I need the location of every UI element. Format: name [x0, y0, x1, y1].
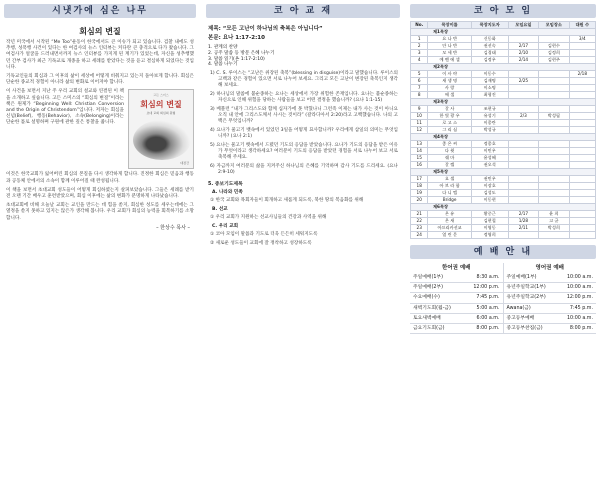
table-cell — [569, 148, 595, 155]
table-cell — [508, 106, 538, 113]
table-cell — [508, 141, 538, 148]
table-cell: 20 — [411, 197, 428, 204]
table-cell: 아프리카선교 — [428, 225, 471, 232]
table-cell: 1 — [411, 36, 428, 43]
table-cell: 온 새 — [428, 218, 471, 225]
table-row — [411, 218, 596, 225]
paragraph: 작년 미국에서 시작된 “Me Too”운동이 한국에서도 큰 이슈가 되고 있습니다. 검찰 내에도 성추행, 성폭행 사건이 있다는 한 여검사의 뉴스 인터뷰는 커다란 큰 충격으로 다가 왔습니다. 그 여검사가 얼굴을 드러내면서까지 뉴스 인터뷰를 가지게 된 계기가 있었는데, 자신을 성추행했던 간부 검사가 최근 기독교로 개종을 하고 세례를 받았다는 것을 듣고 결심하게 되었다는 것입니다. — [6, 40, 194, 70]
table-cell: 8 — [411, 92, 428, 99]
book-title: 회심의 변질 — [140, 100, 182, 110]
worship-schedule — [410, 263, 596, 334]
book-author-top: 고든 스미스 — [153, 93, 169, 98]
table-cell — [539, 148, 569, 155]
worship-time: 12:00 p.m. — [566, 295, 593, 301]
table-cell: 온 유 — [428, 211, 471, 218]
table-cell: 11 — [411, 120, 428, 127]
prayer-item: ① 우리 교회가 지원하는 선교사님들의 건강과 사역을 위해 — [210, 215, 327, 221]
outline-item: 4. 말씀 나누기 — [208, 62, 238, 68]
table-cell: 이소명 — [471, 85, 508, 92]
table-cell: 모 세 반 — [428, 50, 471, 57]
table-cell: 2/3 — [508, 113, 538, 120]
worship-name: 유년주일학교(2부) — [506, 295, 546, 301]
table-cell: 그 리 심 — [428, 127, 471, 134]
group-heading-row — [411, 29, 596, 36]
table-cell: 박성규 — [471, 127, 508, 134]
table-cell — [569, 43, 595, 50]
table-cell: 김경태 — [471, 50, 508, 57]
section-header: 코 아 교 재 — [206, 4, 400, 18]
table-row — [411, 36, 596, 43]
group-heading-row — [411, 169, 596, 176]
table-cell — [508, 176, 538, 183]
table-cell — [569, 155, 595, 162]
table-cell: 10 — [411, 113, 428, 120]
table-cell: 15 — [411, 155, 428, 162]
worship-name: 중고등부찬집(금) — [506, 325, 543, 331]
worship-row — [410, 293, 503, 303]
paragraph: 이 책을 보면서 초대교회 성도들이 어떻게 회심하였는지 살펴보았습니다. 그들은 세례를 받기 전 오랜 기간 배우고 훈련받았으며, 회심 이후에는 삶의 변화가 분명하게 나타났습니다. — [6, 187, 194, 200]
table-cell — [508, 190, 538, 197]
table-cell — [569, 127, 595, 134]
worship-time: 12:00 p.m. — [473, 285, 500, 291]
table-cell: 이동현 — [471, 197, 508, 204]
table-cell — [539, 197, 569, 204]
group-heading-row — [411, 64, 596, 71]
table-cell — [569, 211, 595, 218]
table-row — [411, 190, 596, 197]
sermon-passage: 본문: 요나 1:17-2:10 — [208, 35, 265, 41]
table-cell — [539, 183, 569, 190]
column-header: 목장이름 — [428, 22, 471, 29]
table-row — [411, 57, 596, 64]
table-row — [411, 183, 596, 190]
group-heading-row — [411, 99, 596, 106]
outline-list — [202, 45, 404, 68]
worship-time: 8:00 p.m. — [476, 325, 500, 331]
table-cell: 갈 렙 — [428, 162, 471, 169]
table-cell — [569, 57, 595, 64]
group-name: 제5목장 — [411, 169, 596, 176]
column-header: 목장지도자 — [471, 22, 508, 29]
table-cell: 유성기 — [471, 113, 508, 120]
table-cell: 이영동 — [471, 225, 508, 232]
table-cell: 박성필 — [539, 113, 569, 120]
worship-name: 토요새벽예배 — [413, 315, 441, 321]
paragraph: 초대교회에 비해 오늘날 교회는 교인을 만드는 데 힘을 쏟지, 회심한 성도를 세우는데에는 그 열정을 쏟지 못하고 있지는 않은가 생각해 봅니다. 우리 교회가 회심의 능력을 회복하기를 소망합니다. — [6, 203, 194, 221]
cover-art — [133, 120, 191, 160]
table-row — [411, 106, 596, 113]
table-cell: 23 — [411, 225, 428, 232]
table-cell — [539, 106, 569, 113]
table-cell — [569, 183, 595, 190]
prayer-item: ① 한국 교회와 목회자들이 회개하고 새롭게 되도록, 북한 땅의 복음화를 위해 — [210, 198, 364, 204]
table-cell — [539, 162, 569, 169]
table-cell: 윤성혜 — [471, 155, 508, 162]
outline-item: 3. 말씀 읽기(욘 1:17-2:10) — [208, 56, 265, 62]
column-header: 모임요일 — [508, 22, 538, 29]
table-header-row — [411, 22, 596, 29]
table-row — [411, 155, 596, 162]
table-cell: 권선숙 — [471, 43, 508, 50]
table-cell — [508, 71, 538, 78]
discussion-point: 2) 하나님의 말씀에 불순종하는 요나는 세상에서 가장 위험한 존재입니다. 요나는 불순종하는 자신으로 인해 위험을 당하는 사람들을 보고 어떤 결정을 했습니까? (요나 1:1-15) — [210, 92, 398, 104]
table-row — [411, 92, 596, 99]
table-cell — [569, 106, 595, 113]
table-cell: 2/25 — [508, 78, 538, 85]
table-cell: 16 — [411, 162, 428, 169]
table-cell: 김성도 — [471, 190, 508, 197]
table-row — [411, 85, 596, 92]
table-cell: 이 사 야 — [428, 71, 471, 78]
paragraph: 이것은 한국교회가 잃어버린 회심의 본질을 다시 생각하게 합니다. 진정한 회심은 믿음과 행동과 공동체 안에서의 소속이 함께 이루어질 때 완성됩니다. — [6, 172, 194, 184]
table-cell — [569, 113, 595, 120]
book-subtitle: 초대 교회 회심의 원형 — [146, 111, 176, 116]
worship-row — [504, 283, 597, 293]
column-header: 모임장소 — [539, 22, 569, 29]
worship-row — [504, 273, 597, 283]
prayer-subheading: B. 선교 — [212, 207, 228, 213]
table-cell: 열 린 문 — [428, 232, 471, 239]
table-cell: 김정희 — [539, 50, 569, 57]
table-cell: 로 고 스 — [428, 120, 471, 127]
table-cell — [508, 36, 538, 43]
worship-row — [504, 324, 597, 334]
table-cell — [508, 92, 538, 99]
group-name: 제4목장 — [411, 134, 596, 141]
table-cell — [539, 78, 569, 85]
table-cell: 21 — [411, 211, 428, 218]
english-worship-title: 영어권 예배 — [535, 265, 564, 271]
table-row — [411, 211, 596, 218]
table-row — [411, 148, 596, 155]
table-cell — [539, 141, 569, 148]
table-cell: 권오석 — [471, 162, 508, 169]
table-cell — [539, 176, 569, 183]
table-cell: 5 — [411, 71, 428, 78]
table-row — [411, 141, 596, 148]
discussion-point: 4) 요나가 물고기 뱃속에서 있었던 3일을 어떻게 묘사합니까? 우리에게 삼일의 의미는 무엇입니까? (요나 2:1) — [210, 128, 398, 140]
worship-row — [504, 293, 597, 303]
table-row — [411, 71, 596, 78]
table-cell: 이장호 — [471, 183, 508, 190]
table-cell: 김재명 — [471, 78, 508, 85]
table-cell: 2/11 — [508, 225, 538, 232]
table-cell: 쉐 마 — [428, 155, 471, 162]
worship-name: 주일예배(1부) — [506, 275, 537, 280]
group-heading-row — [411, 204, 596, 211]
group-name: 제3목장 — [411, 99, 596, 106]
table-cell: 3/4 — [569, 36, 595, 43]
table-cell: 이동수 — [471, 71, 508, 78]
outline-item: 1. 관계의 찬양 — [208, 45, 238, 50]
table-cell — [539, 85, 569, 92]
table-cell — [508, 155, 538, 162]
table-cell: 24 — [411, 232, 428, 239]
section-header: 시냇가에 심은 나무 — [4, 4, 196, 18]
worship-row — [410, 304, 503, 314]
table-row — [411, 176, 596, 183]
table-cell — [539, 92, 569, 99]
table-cell — [539, 190, 569, 197]
table-cell: 정영희 — [471, 232, 508, 239]
table-cell: 요 셉 — [428, 176, 471, 183]
group-name: 제6목장 — [411, 204, 596, 211]
table-cell: 갈 사 — [428, 106, 471, 113]
worship-time: 6:00 a.m. — [476, 315, 500, 321]
group-heading-row — [411, 134, 596, 141]
outline-item: 2. 공주 말씀 등 방문 은혜 나누기 — [208, 50, 275, 56]
groups-table-body — [411, 29, 596, 239]
sermon-subject: 제목: “모든 고난이 하나님의 축복은 아닙니다” — [208, 26, 323, 32]
worship-time: 10:00 a.m. — [566, 285, 593, 291]
table-row — [411, 78, 596, 85]
section-header: 코 아 모 임 — [410, 4, 596, 18]
column-pastor-letter — [0, 0, 200, 480]
table-cell: 김현수 — [539, 43, 569, 50]
table-cell: 2/18 — [569, 71, 595, 78]
table-cell: 13 — [411, 141, 428, 148]
table-cell: 황중근 — [471, 211, 508, 218]
paragraph: 기독교인들의 회심과 그 이후의 삶이 세상에 어떻게 비춰지고 있는지 돌아보게 합니다. 회심은 단순한 종교적 경험이 아니라 삶의 변화로 이어져야 합니다. — [6, 74, 194, 86]
table-cell — [508, 127, 538, 134]
table-cell: 새 생 명 — [428, 78, 471, 85]
prayer-item: ② 새로운 성도들이 교회에 잘 정착하고 성장하도록 — [210, 241, 312, 247]
table-cell — [569, 120, 595, 127]
table-cell — [569, 225, 595, 232]
book-section — [0, 89, 200, 169]
table-cell — [539, 120, 569, 127]
table-cell — [539, 155, 569, 162]
table-cell — [539, 36, 569, 43]
table-cell: 17 — [411, 176, 428, 183]
groups-table — [410, 21, 596, 239]
column-study-material — [202, 0, 404, 480]
table-cell: 이민우 — [471, 148, 508, 155]
table-cell: 예 벤 에 셀 — [428, 57, 471, 64]
table-cell — [569, 141, 595, 148]
worship-time: 8:30 a.m. — [476, 275, 500, 280]
table-row — [411, 225, 596, 232]
english-worship-column — [503, 263, 597, 334]
table-cell — [508, 85, 538, 92]
group-name: 제1목장 — [411, 29, 596, 36]
table-cell: 최형진 — [471, 92, 508, 99]
table-cell — [508, 232, 538, 239]
worship-time: 5:00 a.m. — [476, 305, 500, 311]
table-cell: 22 — [411, 218, 428, 225]
worship-row — [410, 273, 503, 283]
table-cell: 요 나 반 — [428, 36, 471, 43]
column-header: No. — [411, 22, 428, 29]
table-row — [411, 113, 596, 120]
table-cell: 3 — [411, 50, 428, 57]
worship-name: 금요기도회(금) — [413, 325, 445, 331]
table-cell: 김현주 — [539, 57, 569, 64]
table-cell — [539, 71, 569, 78]
table-cell: 안 나 반 — [428, 43, 471, 50]
table-cell — [508, 148, 538, 155]
worship-time: 10:00 a.m. — [566, 275, 593, 280]
author-signature: – 한상수 목사 – — [156, 224, 190, 231]
book-cover-image — [128, 89, 194, 169]
worship-time: 7:45 p.m. — [476, 295, 500, 301]
column-header: 대원 수 — [569, 22, 595, 29]
korean-worship-title: 한어권 예배 — [442, 265, 471, 271]
table-cell: 1/28 — [508, 218, 538, 225]
table-row — [411, 50, 596, 57]
table-cell: 7 — [411, 85, 428, 92]
table-row — [411, 127, 596, 134]
table-cell: 2 — [411, 43, 428, 50]
table-cell: 9 — [411, 106, 428, 113]
table-cell: Bridge — [428, 197, 471, 204]
table-cell — [569, 190, 595, 197]
table-cell: 4 — [411, 57, 428, 64]
table-cell — [508, 162, 538, 169]
table-cell — [539, 232, 569, 239]
table-row — [411, 120, 596, 127]
table-cell: 이종란 — [471, 120, 508, 127]
table-cell — [569, 85, 595, 92]
worship-time: 8:00 p.m. — [569, 325, 593, 331]
table-cell — [569, 176, 595, 183]
table-cell: 6 — [411, 78, 428, 85]
table-cell — [539, 127, 569, 134]
table-cell — [508, 120, 538, 127]
table-row — [411, 197, 596, 204]
discussion-point: 5) 요나는 물고기 뱃속에서 드렸던 기도의 응답을 받았습니다. 요나가 기도의 응답을 받은 이유가 무엇이라고 생각하세요? 여러분이 기도의 응답을 받았던 경험을 서로 나누어 보고 서로 축복해 주세요. — [210, 143, 398, 161]
table-cell: 권민우 — [471, 176, 508, 183]
table-cell: 고 균 — [539, 218, 569, 225]
table-cell: 한 빛 광 우 — [428, 113, 471, 120]
table-row — [411, 232, 596, 239]
column-groups-worship — [406, 0, 600, 480]
article-title: 회심의 변질 — [79, 27, 121, 36]
table-cell: 2/10 — [508, 50, 538, 57]
table-cell — [569, 92, 595, 99]
discussion-point: 3) 베블런 “내가 그리스도와 함께 십자가에 못 박혔나니 그런즉 이제는 내가 사는 것이 아니요 오직 내 안에 그리스도께서 사시는 것이라” (갈라디아서 2:20)라고 고백했습니다. 나의 고백은 무엇입니까? — [210, 107, 398, 125]
book-publisher: 대장간 — [180, 161, 189, 166]
table-cell: 다 윗 — [428, 148, 471, 155]
table-cell: 김정우 — [471, 57, 508, 64]
worship-name: 수요예배(수) — [413, 295, 440, 301]
prayer-item: ① 코아 모임이 말씀과 기도로 더욱 든든히 세워지도록 — [210, 232, 318, 238]
table-cell — [569, 197, 595, 204]
table-cell: 12 — [411, 127, 428, 134]
worship-name: Awana(금) — [506, 305, 531, 311]
worship-name: 중고등부예배 — [506, 315, 535, 321]
table-cell: 조현규 — [471, 106, 508, 113]
table-cell — [569, 218, 595, 225]
worship-row — [504, 314, 597, 324]
korean-worship-column — [410, 263, 503, 334]
worship-row — [410, 283, 503, 293]
discussion-point: 1) C. S. 루이스는 “고난은 위장된 축복”(blessing in disguise)이라고 말했습니다. 루이스의 고백과 같은 경험이 있으면 서로 나누어 보세요. 그리고 모든 고난이 변장된 축복인지 생각해 보세요. — [210, 71, 398, 89]
worship-time: 10:00 a.m. — [566, 315, 593, 321]
table-cell: 사 랑 — [428, 85, 471, 92]
worship-name: 새벽기도회(월-금) — [413, 305, 451, 311]
table-cell — [569, 232, 595, 239]
worship-time: 7:45 p.m. — [569, 305, 593, 311]
table-cell: 아 브 라 함 — [428, 183, 471, 190]
group-name: 제2목장 — [411, 64, 596, 71]
discussion-point: 6) 자금까지 여러분의 삶을 지켜주신 하나님의 은혜를 기억하며 감사 기도를 드리세요. (요나 2:9-10) — [210, 164, 398, 176]
prayer-heading: 5. 중보기도제목 — [208, 182, 243, 188]
prayer-subheading: A. 나라와 민족 — [212, 190, 243, 196]
table-cell: 2/14 — [508, 57, 538, 64]
table-cell — [508, 197, 538, 204]
worship-name: 주일예배(1부) — [413, 275, 443, 280]
table-cell — [569, 162, 595, 169]
table-cell: 박성희 — [539, 225, 569, 232]
table-cell: 14 — [411, 148, 428, 155]
worship-row — [504, 304, 597, 314]
prayer-subheading: C. 우리 교회 — [212, 224, 239, 230]
table-cell: 19 — [411, 190, 428, 197]
table-cell: 에 셀 — [428, 92, 471, 99]
table-cell: 좋 은 씨 — [428, 141, 471, 148]
worship-header: 예 배 안 내 — [410, 245, 596, 259]
table-cell: 18 — [411, 183, 428, 190]
table-cell: 신동화 — [471, 36, 508, 43]
book-paragraph: 이 사건을 보면서 지난 주 우리 교회의 설교와 연결된 이 책을 소개하고 싶습니다. 고든 스미스의 “회심의 변질”이라는 책은 원제가 “Beginning Well: Christian Conversion and the Origin of Christendom”입니다. 저자는 회심을 신념(Belief), 행동(Behavior), 소속(Belonging)이라는 단순한 틀로 설명하며 구원에 관한 깊은 통찰을 줍니다. — [6, 89, 124, 126]
worship-row — [410, 314, 503, 324]
worship-name: 주일예배(2부) — [413, 285, 443, 291]
table-cell: 윤 희 — [539, 211, 569, 218]
table-cell: 정종호 — [471, 141, 508, 148]
worship-name: 유년주일학교(1부) — [506, 285, 546, 291]
table-cell — [508, 183, 538, 190]
table-cell: 2/17 — [508, 43, 538, 50]
table-cell — [569, 50, 595, 57]
table-cell: 다 니 엘 — [428, 190, 471, 197]
table-cell: 김현철 — [471, 218, 508, 225]
table-cell — [569, 78, 595, 85]
table-cell: 2/17 — [508, 211, 538, 218]
worship-row — [410, 324, 503, 334]
table-row — [411, 43, 596, 50]
table-row — [411, 162, 596, 169]
